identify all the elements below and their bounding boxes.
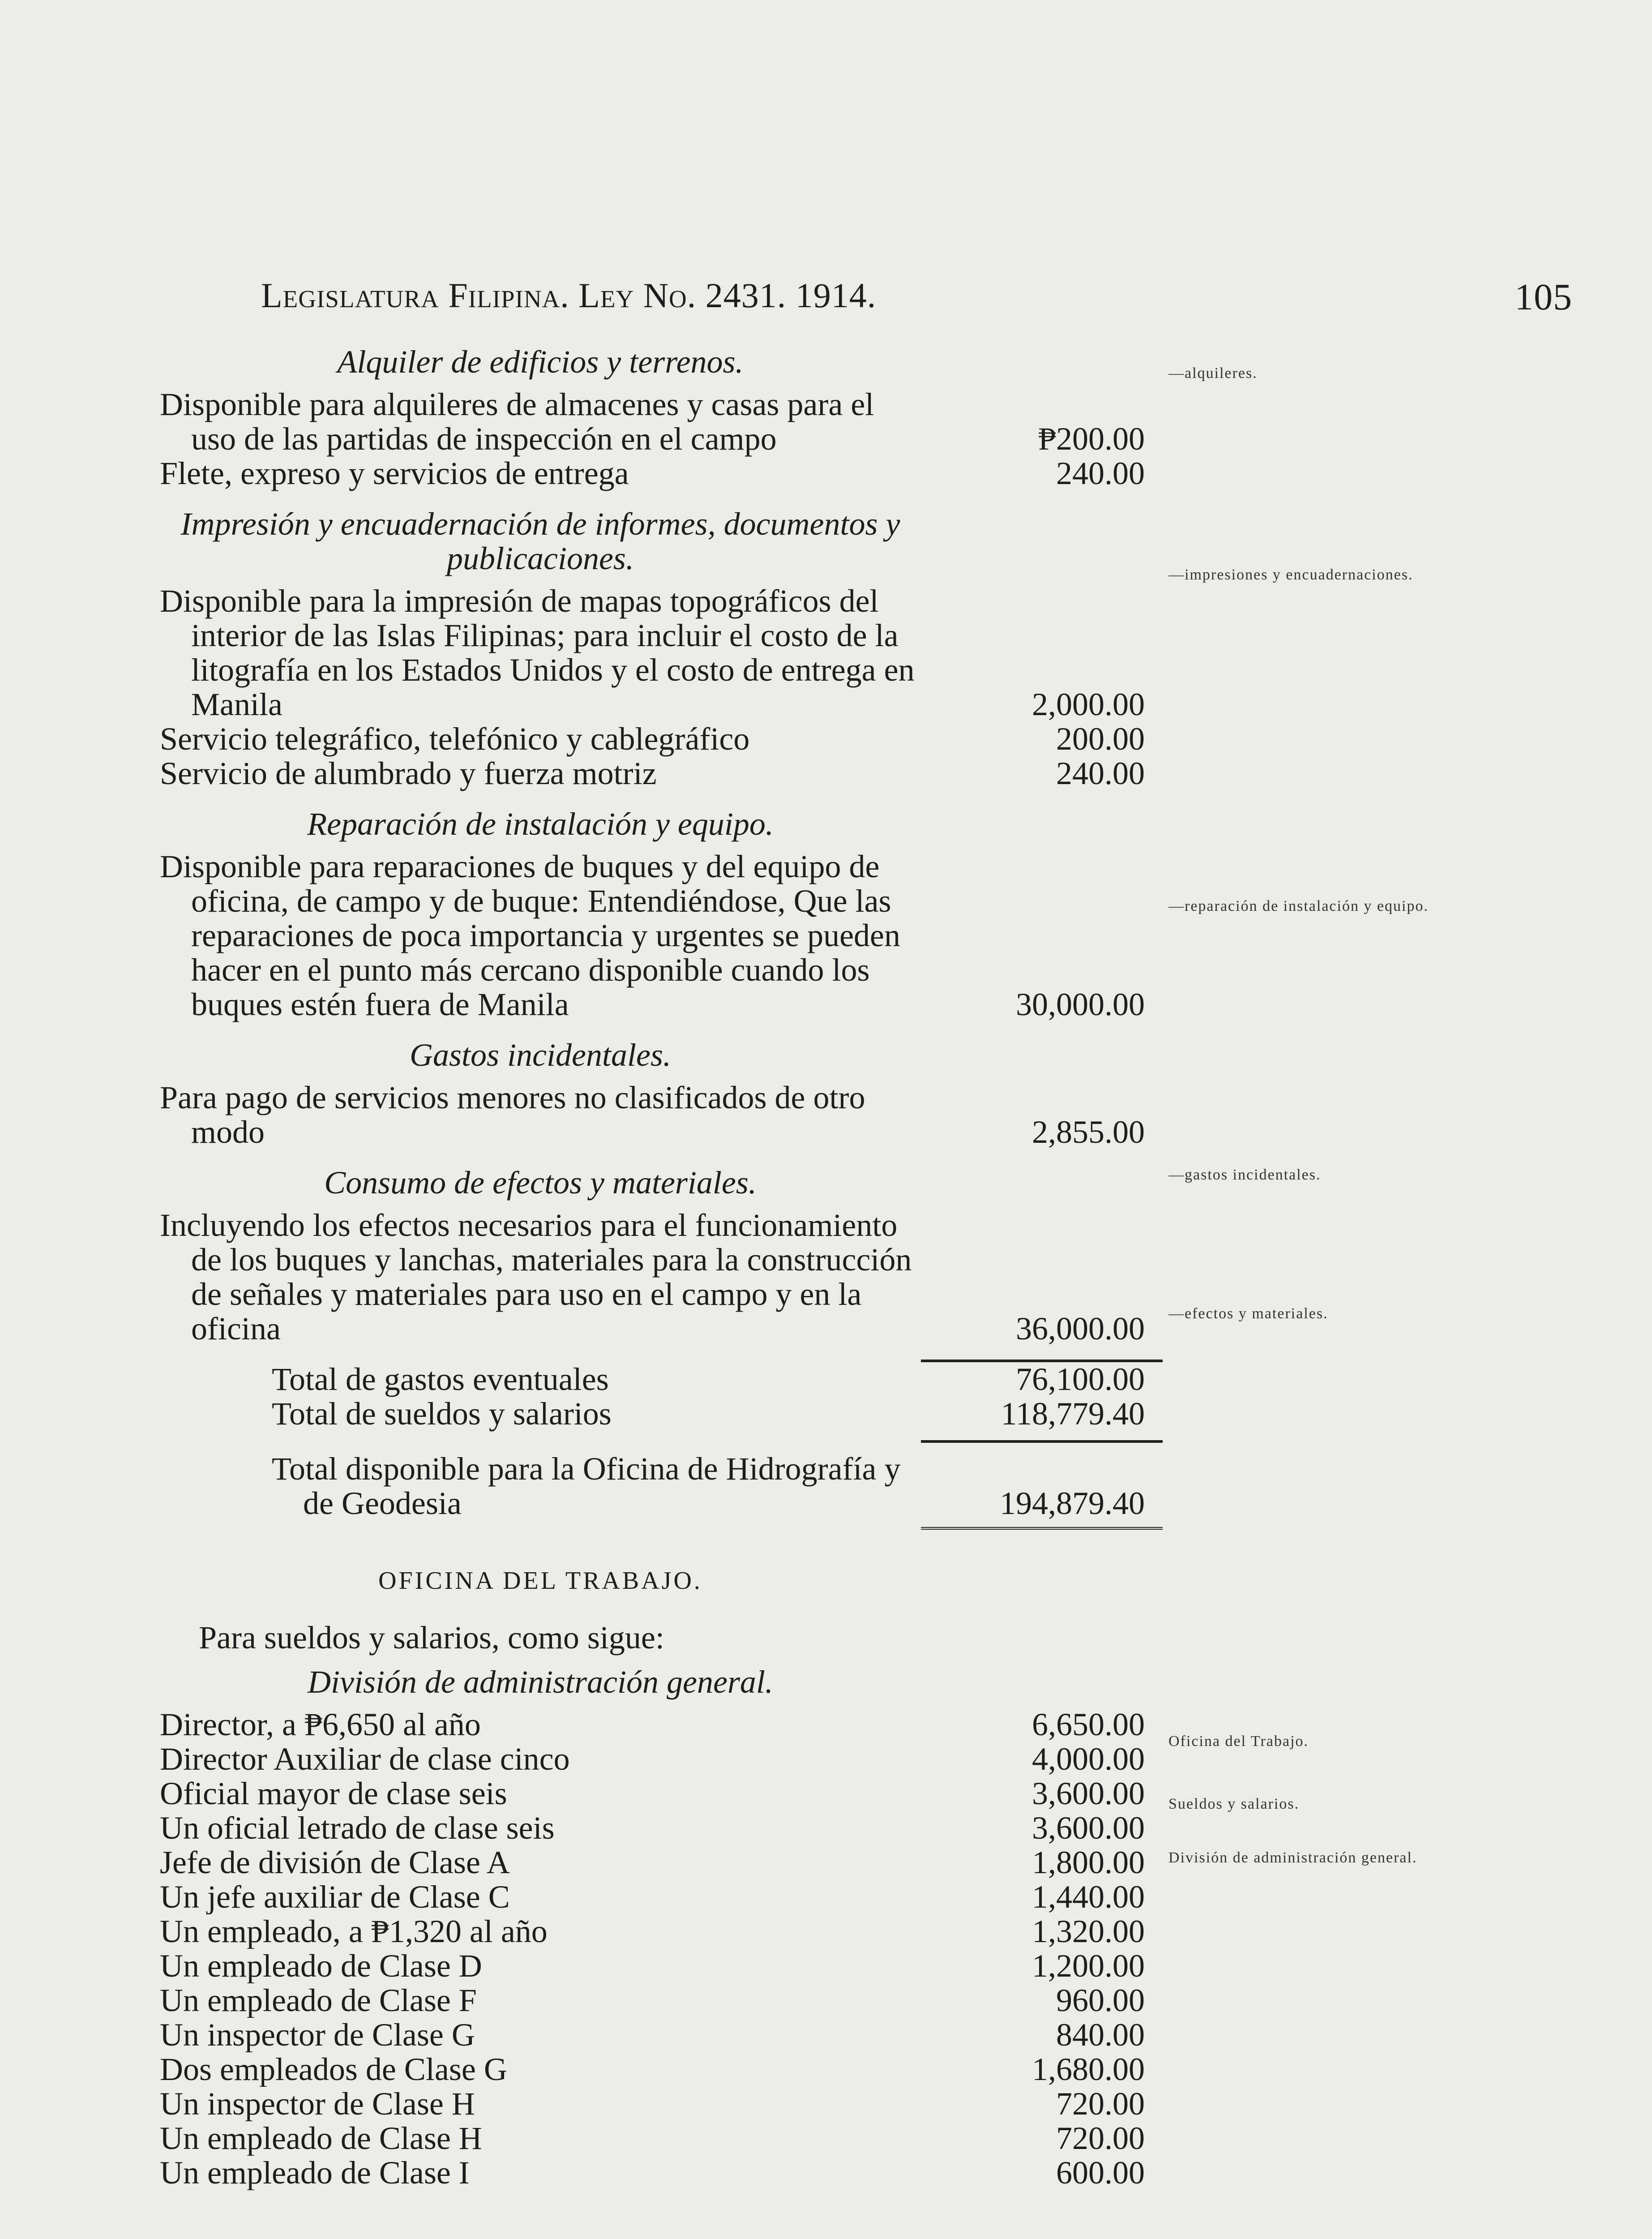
margin-note-impresiones: —impresiones y encuadernaciones. [1168,566,1413,583]
section-impresion [160,507,1158,791]
salary-amount: 720.00 [1056,2120,1145,2156]
section-heading: Reparación de instalación y equipo. [307,806,774,842]
salary-amount: 1,200.00 [1032,1948,1145,1984]
section-consumo [160,1166,1158,1346]
salary-line [160,2018,1158,2052]
salary-text: Un jefe auxiliar de Clase C [160,1880,510,1914]
salary-amount: 4,000.00 [1032,1741,1145,1777]
salary-text: Director, a ₱6,650 al año [160,1707,481,1742]
main-text [160,345,1158,2190]
double-rule [921,1527,1163,1532]
running-header [261,275,876,316]
salary-text: Jefe de división de Clase A [160,1845,510,1880]
line-item [160,456,1158,491]
total-text: Total de sueldos y salarios [272,1396,612,1432]
salary-amount: 600.00 [1056,2155,1145,2191]
section-heading: Alquiler de edificios y terrenos. [337,344,744,380]
salary-line [160,1914,1158,1949]
item-amount: 240.00 [1056,755,1145,791]
oficina-title: OFICINA DEL TRABAJO. [378,1567,702,1595]
item-text: Para pago de servicios menores no clasificados de otro modo [160,1080,865,1150]
salary-text: Un inspector de Clase G [160,2018,475,2052]
salary-text: Un empleado de Clase I [160,2156,470,2190]
item-amount: 2,000.00 [1032,686,1145,722]
total-line [160,1397,1158,1431]
grand-total-line [160,1452,1158,1521]
grand-total-amount: 194,879.40 [1000,1485,1145,1521]
item-amount: 200.00 [1056,721,1145,757]
salary-text: Un empleado de Clase D [160,1949,482,1983]
salary-amount: 1,320.00 [1032,1913,1145,1949]
salary-line [160,1983,1158,2018]
total-amount: 118,779.40 [1001,1396,1145,1432]
salary-text: Un oficial letrado de clase seis [160,1811,555,1845]
totals-block [160,1362,1158,1532]
margin-note-gastos: —gastos incidentales. [1168,1167,1321,1183]
section-alquiler [160,345,1158,491]
margin-note-oficina: Oficina del Trabajo. [1168,1733,1309,1750]
line-item [160,1208,1158,1346]
line-item [160,387,1158,456]
salary-line [160,1776,1158,1811]
salary-line [160,1707,1158,1742]
salary-amount: 720.00 [1056,2086,1145,2122]
section-heading: Consumo de efectos y materiales. [324,1165,757,1201]
salary-text: Director Auxiliar de clase cinco [160,1742,570,1776]
margin-note-reparacion: —reparación de instalación y equipo. [1168,898,1429,914]
margin-note-efectos: —efectos y materiales. [1168,1305,1328,1322]
salary-text: Oficial mayor de clase seis [160,1776,507,1811]
salary-amount: 840.00 [1056,2017,1145,2053]
total-amount: 76,100.00 [1016,1361,1145,1397]
section-reparacion [160,807,1158,1022]
total-text: Total de gastos eventuales [272,1361,609,1397]
division-heading: División de administración general. [308,1664,773,1700]
salary-line [160,1949,1158,1983]
section-heading: Gastos incidentales. [410,1037,671,1073]
salary-line [160,1845,1158,1880]
oficina-lead: Para sueldos y salarios, como sigue: [199,1620,664,1656]
line-item [160,756,1158,791]
salary-amount: 3,600.00 [1032,1810,1145,1846]
section-gastos-incidentales [160,1038,1158,1150]
item-text: Incluyendo los efectos necesarios para el funcionamiento de los buques y lanchas, materiales para la construcción de señales y materiales para uso en el campo y en la oficina [160,1207,912,1347]
item-text: Servicio de alumbrado y fuerza motriz [160,755,657,791]
salary-text: Dos empleados de Clase G [160,2052,507,2087]
salary-text: Un empleado, a ₱1,320 al año [160,1914,548,1949]
page-number: 105 [1515,276,1572,318]
salary-line [160,1742,1158,1776]
running-title: Legislatura Filipina. Ley No. 2431. 1914. [261,276,877,315]
item-text: Disponible para reparaciones de buques y del equipo de oficina, de campo y de buque: Entendiéndose, Que las reparaciones de poca importancia y urgentes se pueden hacer en el punto más cercano disponible cuando los buques estén fuera de Manila [160,849,900,1022]
margin-note-sueldos: Sueldos y salarios. [1168,1796,1300,1812]
section-heading: Impresión y encuadernación de informes, documentos y publicaciones. [180,506,900,576]
salary-line [160,2087,1158,2121]
total-line [160,1362,1158,1397]
item-amount: 36,000.00 [1016,1311,1145,1347]
line-item [160,722,1158,756]
salary-line [160,1880,1158,1914]
salary-amount: 6,650.00 [1032,1707,1145,1742]
item-text: Disponible para la impresión de mapas topográficos del interior de las Islas Filipinas; para incluir el costo de la litografía en los Estados Unidos y el costo de entrega en Manila [160,583,915,722]
line-item [160,849,1158,1022]
line-item [160,1081,1158,1150]
item-amount: 240.00 [1056,455,1145,491]
salary-amount: 1,800.00 [1032,1844,1145,1880]
salary-line [160,1811,1158,1845]
salary-amount: 1,680.00 [1032,2051,1145,2087]
salary-text: Un inspector de Clase H [160,2087,475,2121]
margin-note-alquileres: —alquileres. [1168,365,1258,382]
salary-line [160,2156,1158,2190]
item-amount: 2,855.00 [1032,1114,1145,1150]
item-text: Disponible para alquileres de almacenes y casas para el uso de las partidas de inspección en el campo [160,386,874,457]
margin-note-division: División de administración general. [1168,1849,1417,1866]
item-text: Servicio telegráfico, telefónico y cablegráfico [160,721,750,757]
item-amount: ₱200.00 [1038,421,1145,457]
salary-line [160,2121,1158,2156]
grand-total-text: Total disponible para la Oficina de Hidrografía y de Geodesia [272,1451,901,1521]
line-item [160,584,1158,722]
salary-text: Un empleado de Clase F [160,1983,477,2018]
item-text: Flete, expreso y servicios de entrega [160,455,629,491]
salary-text: Un empleado de Clase H [160,2121,482,2156]
salary-amount: 3,600.00 [1032,1776,1145,1811]
salary-line [160,2052,1158,2087]
salary-amount: 1,440.00 [1032,1879,1145,1915]
item-amount: 30,000.00 [1016,987,1145,1022]
salary-amount: 960.00 [1056,1982,1145,2018]
